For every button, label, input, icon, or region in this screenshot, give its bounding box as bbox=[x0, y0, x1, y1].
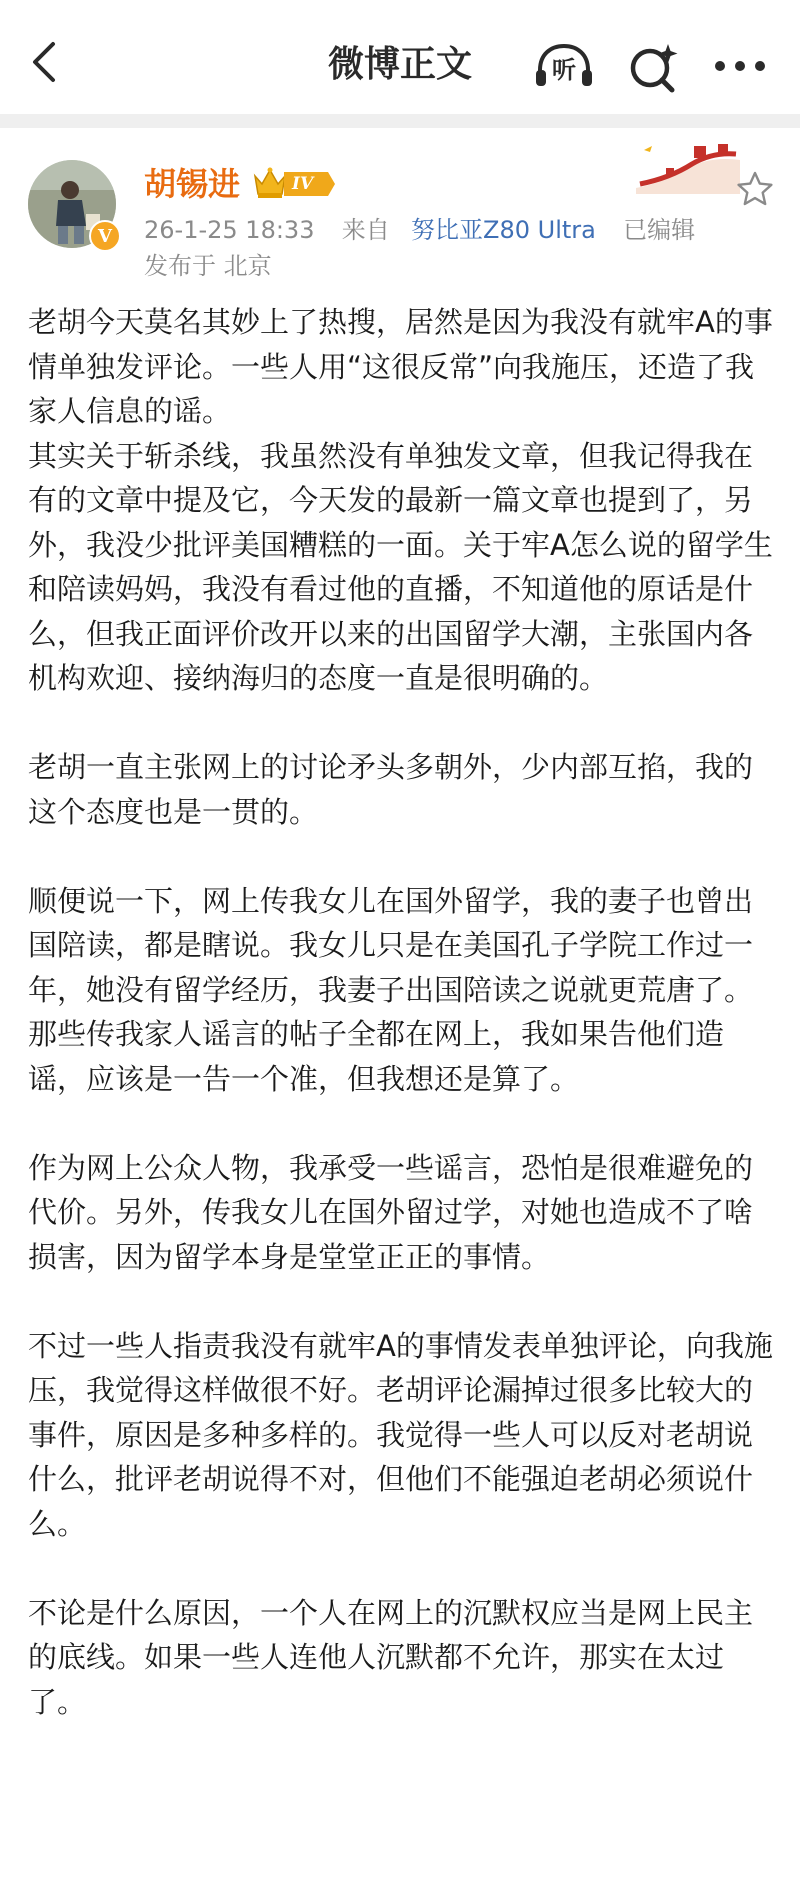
level-badge bbox=[282, 170, 336, 198]
author-name[interactable]: 胡锡进 bbox=[144, 165, 241, 203]
post-paragraph: 顺便说一下，网上传我女儿在国外留学，我的妻子也曾出国陪读，都是瞎说。我女儿只是在美国孔子学院工作过一年，她没有留学经历，我妻子出国陪读之说就更荒唐了。那些传我家人谣言的帖子全都在网上，我如果告他们造谣，应该是一告一个准，但我想还是算了。 bbox=[28, 883, 754, 1096]
listen-label: 听 bbox=[552, 56, 576, 84]
edited-label[interactable]: 已编辑 bbox=[623, 216, 696, 244]
post-paragraph: 不过一些人指责我没有就牢A的事情发表单独评论，向我施压，我觉得这样做很不好。老胡评论漏掉过很多比较大的事件，原因是多种多样的。我觉得一些人可以反对老胡说什么，批评老胡说得不对，但他们不能强迫老胡必须说什么。 bbox=[28, 1328, 773, 1541]
listen-button[interactable] bbox=[532, 42, 596, 90]
post-time: 26-1-25 18:33 bbox=[144, 216, 315, 244]
level-text: IV bbox=[292, 174, 314, 194]
more-dots-icon bbox=[712, 42, 768, 90]
post-location: 发布于 北京 bbox=[144, 252, 272, 280]
device-link[interactable]: 努比亚Z80 Ultra bbox=[411, 216, 596, 244]
star-outline-icon[interactable] bbox=[736, 170, 774, 208]
top-nav-bar bbox=[0, 0, 800, 114]
verified-badge: V bbox=[89, 220, 121, 252]
search-sparkle-icon bbox=[628, 42, 680, 94]
post-paragraph: 作为网上公众人物，我承受一些谣言，恐怕是很难避免的代价。另外，传我女儿在国外留过学，对她也造成不了啥损害，因为留学本身是堂堂正正的事情。 bbox=[28, 1150, 754, 1274]
post-paragraph: 老胡一直主张网上的讨论矛头多朝外，少内部互掐，我的这个态度也是一贯的。 bbox=[28, 750, 754, 829]
post-paragraph: 不论是什么原因，一个人在网上的沉默权应当是网上民主的底线。如果一些人连他人沉默都不允许，那实在太过了。 bbox=[28, 1595, 754, 1719]
post-meta bbox=[144, 212, 695, 248]
post-content bbox=[28, 300, 778, 1724]
post-paragraph: 老胡今天莫名其妙上了热搜，居然是因为我没有就牢A的事情单独发评论。一些人用“这很反常”向我施压，还造了我家人信息的谣。 其实关于斩杀线，我虽然没有单独发文章，但我记得我在有的文章中提及它，今天发的最新一篇文章也提到了，另外，我没少批评美国糟糕的一面。关于牢A怎么说的留学生和陪读妈妈，我没有看过他的直播，不知道他的原话是什么，但我正面评价改开以来的出国留学大潮，主张国内各机构欢迎、接纳海归的态度一直是很明确的。 bbox=[28, 305, 773, 695]
more-options-button[interactable] bbox=[712, 42, 768, 90]
header-divider bbox=[0, 114, 800, 128]
page-title: 微博正文 bbox=[327, 44, 472, 85]
from-label: 来自 bbox=[341, 216, 390, 244]
search-button[interactable] bbox=[628, 42, 680, 94]
great-wall-decoration-icon bbox=[636, 138, 740, 194]
